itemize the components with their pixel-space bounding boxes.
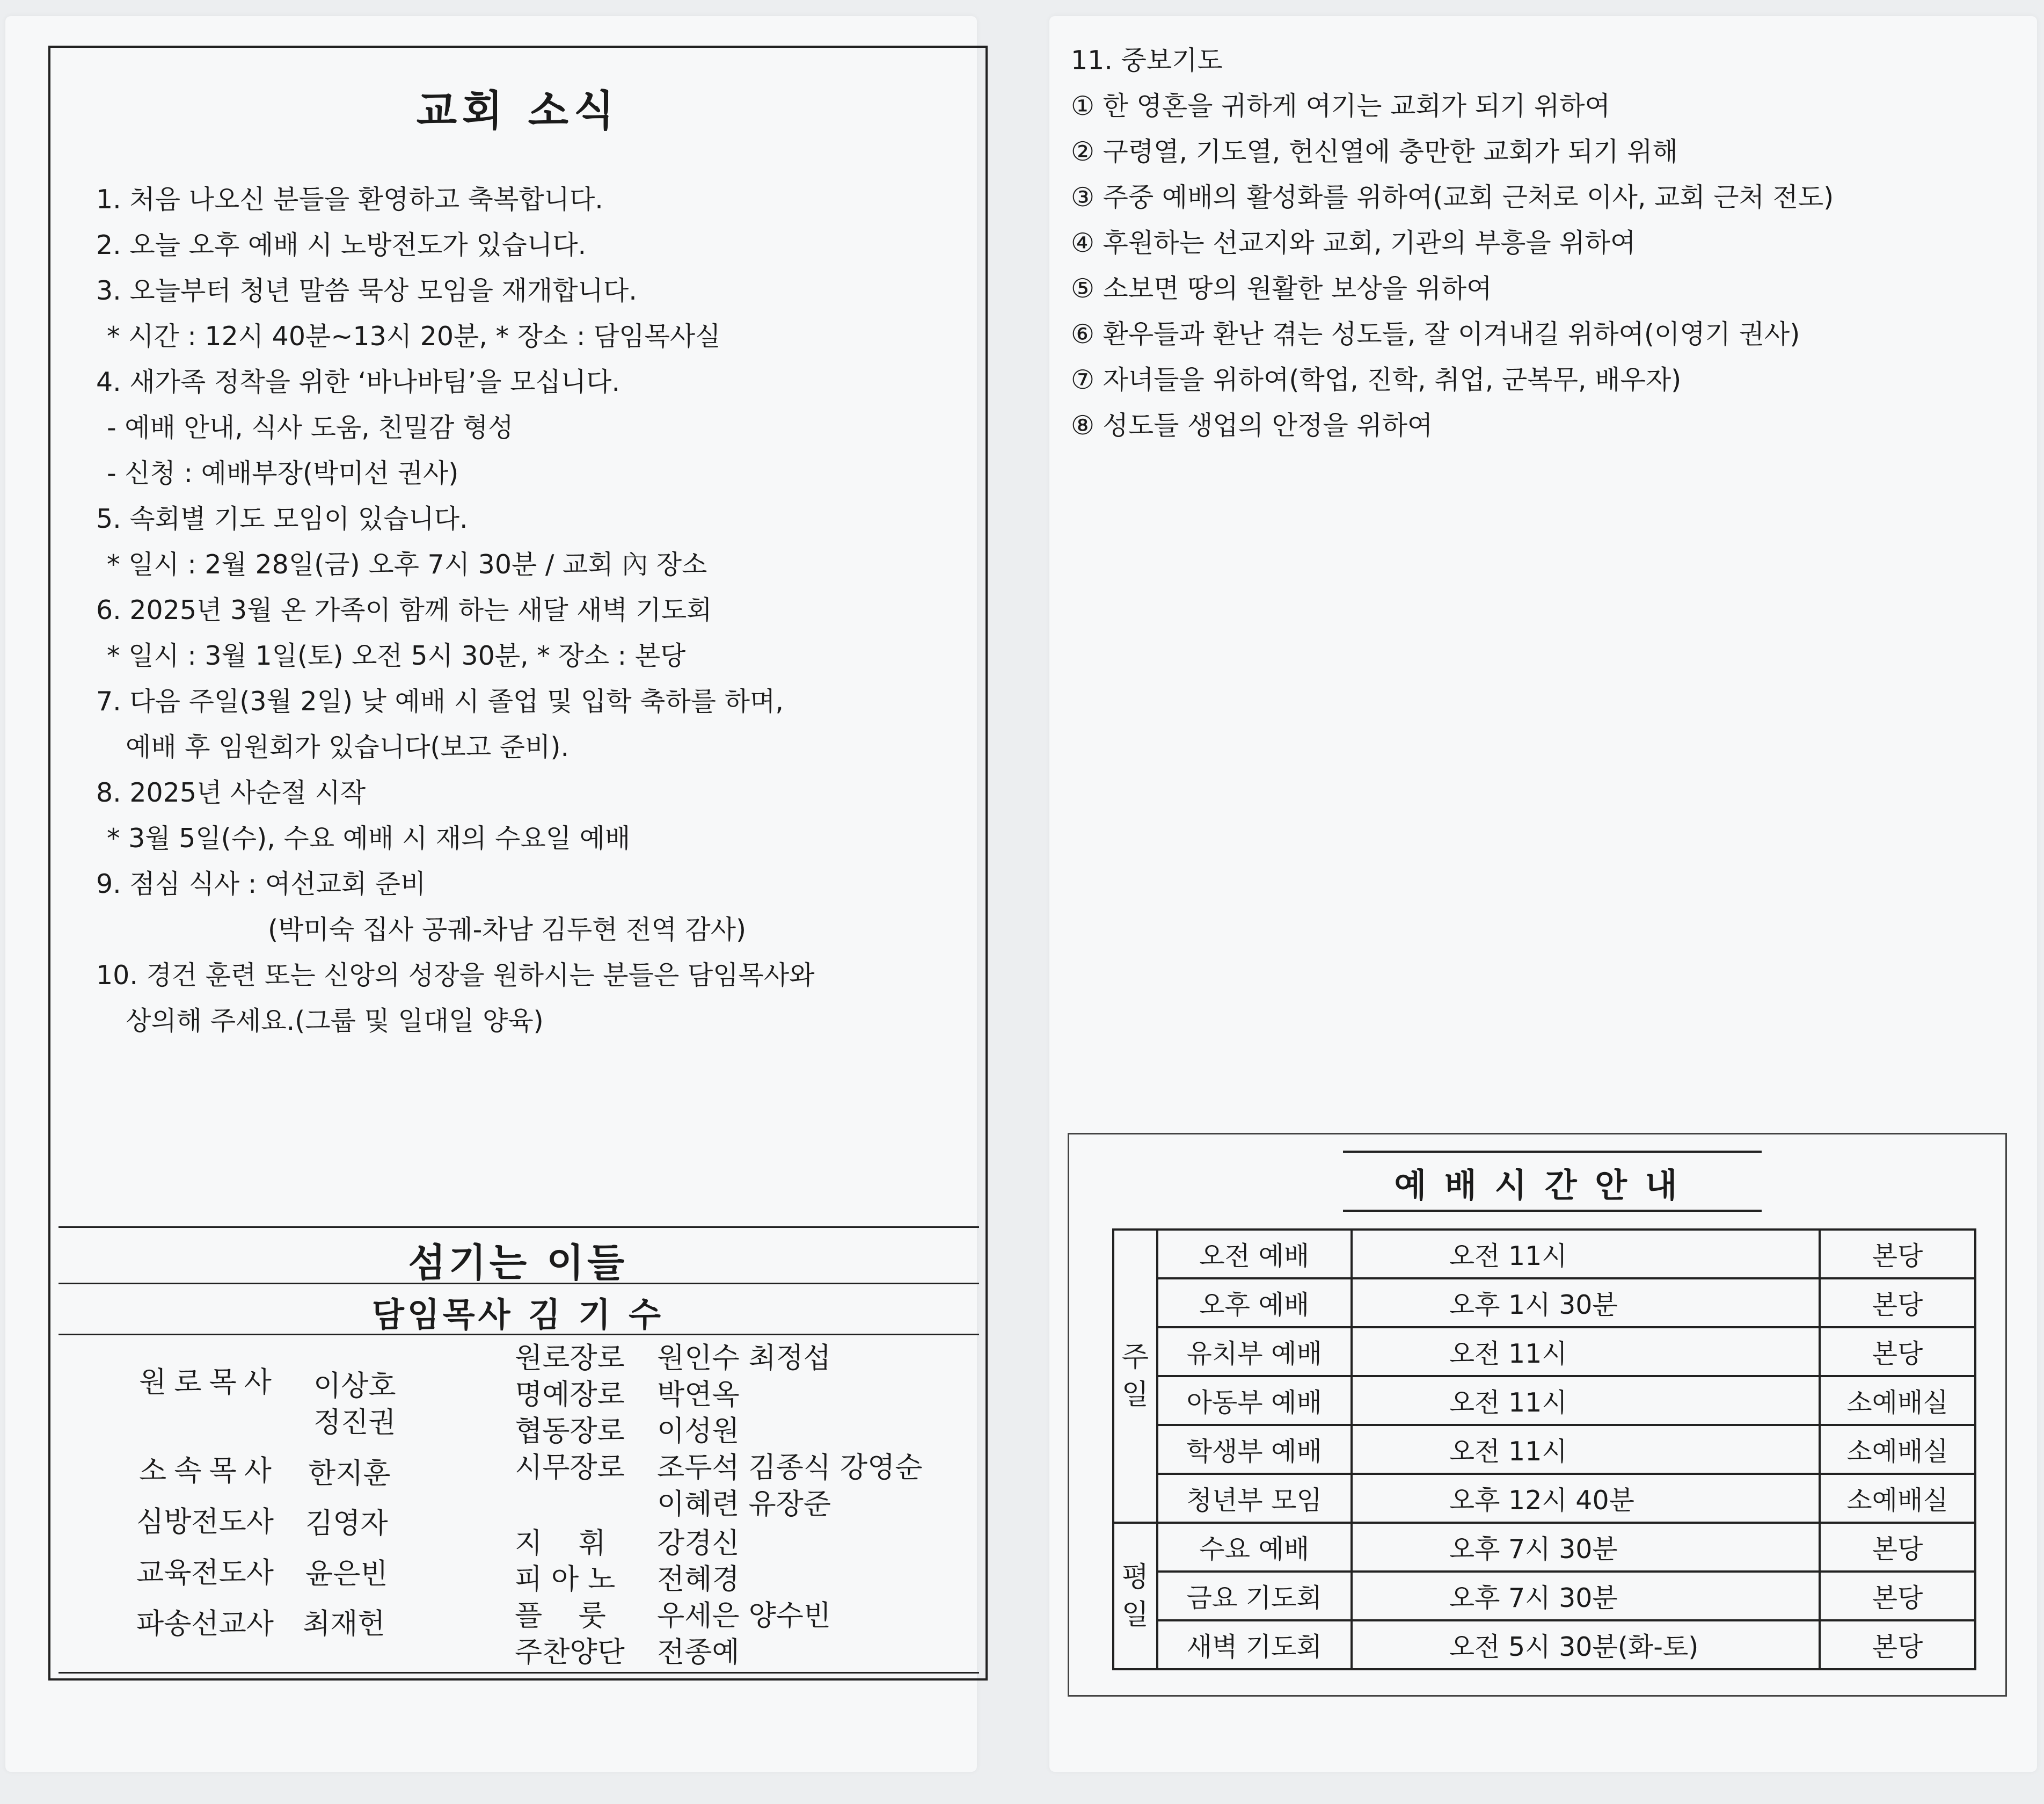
table-row <box>1113 1572 1975 1620</box>
service-place: 본당 <box>1820 1230 1975 1278</box>
news-item: 9. 점심 식사 : 여선교회 준비 <box>96 869 426 899</box>
divider-line <box>59 1226 979 1228</box>
staff-name: 이상호 <box>313 1370 396 1402</box>
service-place: 본당 <box>1820 1620 1975 1669</box>
service-place: 본당 <box>1820 1572 1975 1620</box>
news-item: 1. 처음 나오신 분들을 환영하고 축복합니다. <box>96 184 603 215</box>
service-time: 오전 11시 <box>1352 1230 1820 1278</box>
schedule-title: 예 배 시 간 안 내 <box>1394 1166 1681 1205</box>
service-time: 오후 7시 30분 <box>1352 1523 1820 1572</box>
service-time: 오후 1시 30분 <box>1352 1278 1820 1327</box>
staff-name: 윤은빈 <box>305 1558 388 1590</box>
staff-name: 김영자 <box>305 1507 388 1540</box>
news-item: * 시간 : 12시 40분~13시 20분, * 장소 : 담임목사실 <box>107 321 721 352</box>
staff-role: 주찬양단 <box>515 1636 625 1669</box>
prayer-item: ⑤ 소보면 땅의 원활한 보상을 위하여 <box>1071 273 1492 304</box>
news-item: * 일시 : 2월 28일(금) 오후 7시 30분 / 교회 內 장소 <box>107 549 707 580</box>
schedule-table <box>1112 1228 1976 1670</box>
service-place: 본당 <box>1820 1278 1975 1327</box>
staff-role: 지 휘 <box>515 1527 606 1560</box>
service-time: 오전 11시 <box>1352 1376 1820 1425</box>
left-page-border <box>48 46 988 1681</box>
table-row <box>1113 1327 1975 1376</box>
staff-role: 파송선교사 <box>136 1607 274 1640</box>
service-time: 오전 11시 <box>1352 1425 1820 1474</box>
prayer-item: ⑥ 환우들과 환난 겪는 성도들, 잘 이겨내길 위하여(이영기 권사) <box>1071 319 1800 350</box>
prayer-item: ① 한 영혼을 귀하게 여기는 교회가 되기 위하여 <box>1071 91 1610 121</box>
service-name: 청년부 모임 <box>1157 1474 1352 1523</box>
news-item: 10. 경건 훈련 또는 신앙의 성장을 원하시는 분들은 담임목사와 <box>96 960 815 991</box>
staff-role: 시무장로 <box>515 1451 625 1484</box>
staff-role: 피 아 노 <box>515 1563 616 1596</box>
service-place: 본당 <box>1820 1327 1975 1376</box>
service-name: 아동부 예배 <box>1157 1376 1352 1425</box>
staff-name: 조두석 김종식 강영순 <box>657 1451 923 1484</box>
table-row <box>1113 1376 1975 1425</box>
divider-line <box>1343 1210 1762 1212</box>
service-time: 오후 12시 40분 <box>1352 1474 1820 1523</box>
service-name: 오전 예배 <box>1157 1230 1352 1278</box>
group-label-sunday: 주 일 <box>1113 1230 1157 1523</box>
news-item: 7. 다음 주일(3월 2일) 낮 예배 시 졸업 및 입학 축하를 하며, <box>96 686 784 717</box>
staff-name: 박연옥 <box>657 1378 740 1411</box>
staff-name: 우세은 양수빈 <box>657 1599 831 1632</box>
staff-role: 협동장로 <box>515 1415 625 1447</box>
news-item: 상의해 주세요.(그룹 및 일대일 양육) <box>126 1006 544 1036</box>
service-name: 금요 기도회 <box>1157 1572 1352 1620</box>
prayer-item: ⑦ 자녀들을 위하여(학업, 진학, 취업, 군복무, 배우자) <box>1071 365 1682 395</box>
staff-name: 최재헌 <box>303 1607 385 1640</box>
staff-name: 이혜련 유장준 <box>657 1488 831 1521</box>
service-name: 학생부 예배 <box>1157 1425 1352 1474</box>
staff-role: 원로목사 <box>139 1366 279 1399</box>
right-page <box>1049 16 2037 1772</box>
service-place: 소예배실 <box>1820 1376 1975 1425</box>
service-place: 본당 <box>1820 1523 1975 1572</box>
news-item: * 일시 : 3월 1일(토) 오전 5시 30분, * 장소 : 본당 <box>107 641 686 671</box>
service-place: 소예배실 <box>1820 1474 1975 1523</box>
table-row <box>1113 1425 1975 1474</box>
staff-name: 전종예 <box>657 1636 740 1669</box>
schedule-box <box>1068 1133 2007 1697</box>
staff-name: 정진권 <box>313 1406 396 1439</box>
news-item: 8. 2025년 사순절 시작 <box>96 777 366 808</box>
head-pastor: 담임목사 김 기 수 <box>372 1295 664 1334</box>
staff-role: 교육전도사 <box>136 1556 274 1589</box>
staff-name: 한지훈 <box>308 1457 391 1490</box>
table-row <box>1113 1523 1975 1572</box>
staff-role: 소속목사 <box>139 1454 279 1487</box>
servers-title: 섬기는 이들 <box>408 1240 628 1285</box>
service-name: 유치부 예배 <box>1157 1327 1352 1376</box>
service-name: 수요 예배 <box>1157 1523 1352 1572</box>
news-title: 교회 소식 <box>416 87 620 135</box>
group-label-weekday: 평 일 <box>1113 1523 1157 1669</box>
staff-name: 이성원 <box>657 1415 740 1447</box>
table-row <box>1113 1474 1975 1523</box>
prayer-item: ③ 주중 예배의 활성화를 위하여(교회 근처로 이사, 교회 근처 전도) <box>1071 182 1834 213</box>
service-time: 오전 5시 30분(화-토) <box>1352 1620 1820 1669</box>
news-item: 예배 후 임원회가 있습니다(보고 준비). <box>126 732 570 762</box>
divider-line <box>1343 1151 1762 1153</box>
news-item: 3. 오늘부터 청년 말씀 묵상 모임을 재개합니다. <box>96 275 637 306</box>
prayer-item: ② 구령열, 기도열, 헌신열에 충만한 교회가 되기 위해 <box>1071 136 1678 167</box>
service-name: 오후 예배 <box>1157 1278 1352 1327</box>
news-list <box>96 177 976 1044</box>
news-item: 2. 오늘 오후 예배 시 노방전도가 있습니다. <box>96 230 587 260</box>
news-item: - 예배 안내, 식사 도움, 친밀감 형성 <box>107 412 514 443</box>
staff-name: 원인수 최정섭 <box>657 1342 831 1374</box>
news-item: * 3월 5일(수), 수요 예배 시 재의 수요일 예배 <box>107 823 631 854</box>
divider-line <box>59 1334 979 1335</box>
news-item: 4. 새가족 정착을 위한 ‘바나바팀’을 모십니다. <box>96 367 620 397</box>
staff-name: 강경신 <box>657 1527 740 1560</box>
table-row <box>1113 1278 1975 1327</box>
prayer-title: 11. 중보기도 <box>1071 45 1223 76</box>
staff-role: 원로장로 <box>515 1342 625 1374</box>
news-item: 5. 속회별 기도 모임이 있습니다. <box>96 504 468 534</box>
service-time: 오후 7시 30분 <box>1352 1572 1820 1620</box>
news-item: - 신청 : 예배부장(박미선 권사) <box>107 458 459 489</box>
staff-name: 전혜경 <box>657 1563 740 1596</box>
staff-role: 플 룻 <box>515 1599 606 1632</box>
table-row <box>1113 1230 1975 1278</box>
service-name: 새벽 기도회 <box>1157 1620 1352 1669</box>
divider-line <box>59 1283 979 1284</box>
left-page <box>5 16 977 1772</box>
staff-role: 명예장로 <box>515 1378 625 1411</box>
divider-line <box>59 1672 979 1674</box>
service-time: 오전 11시 <box>1352 1327 1820 1376</box>
prayer-item: ④ 후원하는 선교지와 교회, 기관의 부흥을 위하여 <box>1071 228 1636 258</box>
prayer-list <box>1071 38 2026 448</box>
table-row <box>1113 1620 1975 1669</box>
news-item: 6. 2025년 3월 온 가족이 함께 하는 새달 새벽 기도회 <box>96 595 712 625</box>
prayer-item: ⑧ 성도들 생업의 안정을 위하여 <box>1071 410 1433 441</box>
service-place: 소예배실 <box>1820 1425 1975 1474</box>
news-item: (박미숙 집사 공궤-차남 김두현 전역 감사) <box>268 914 747 945</box>
staff-role: 심방전도사 <box>136 1505 274 1538</box>
